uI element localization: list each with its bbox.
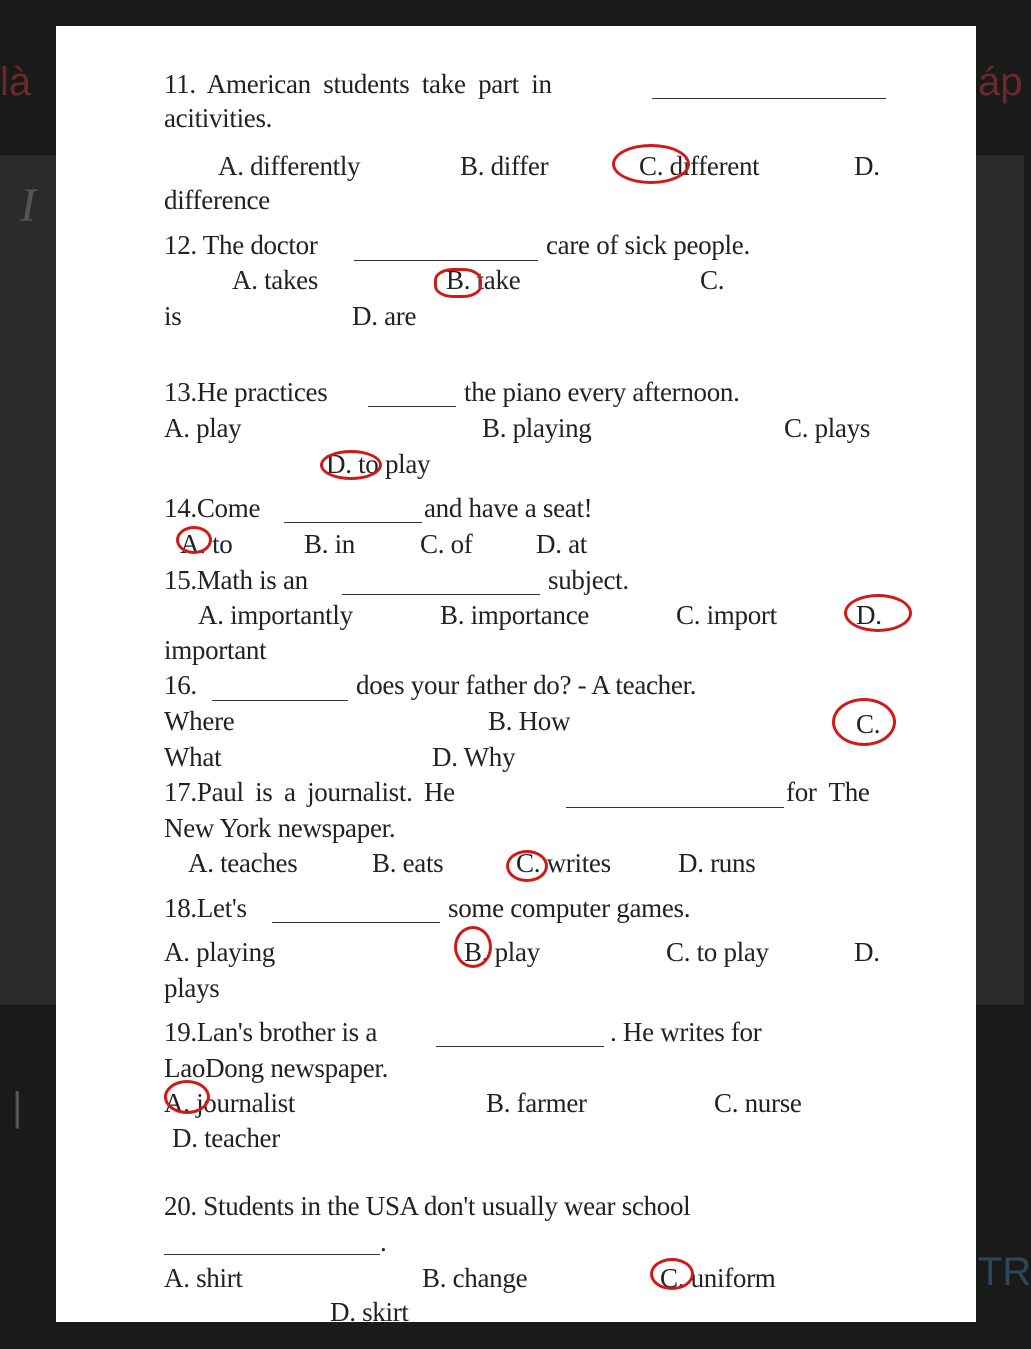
q12-option-d: D. are	[352, 301, 417, 331]
q14-blank	[284, 522, 422, 523]
q18-option-b: B. play	[464, 937, 540, 967]
q20-stem: 20. Students in the USA don't usually wear school	[164, 1191, 691, 1221]
q16-stem: 16.	[164, 670, 197, 700]
background-corner-text: TR	[978, 1250, 1031, 1294]
q20-option-b: B. change	[422, 1263, 528, 1293]
q16-option-a: Where	[164, 706, 235, 736]
q15-option-c: C. import	[676, 600, 777, 630]
q18-stem-after: some computer games.	[448, 893, 691, 923]
q18-stem: 18.Let's	[164, 893, 247, 923]
q20-answer-circle	[650, 1258, 694, 1290]
q17-answer-circle	[506, 850, 548, 882]
q14-option-c: C. of	[420, 529, 473, 559]
q12-option-c: C.	[700, 265, 725, 295]
q19-option-b: B. farmer	[486, 1088, 587, 1118]
q19-blank	[436, 1046, 604, 1047]
worksheet-page	[56, 26, 976, 1327]
q11-blank	[652, 98, 886, 99]
q13-stem: 13.He practices	[164, 377, 328, 407]
q18-blank	[272, 922, 440, 923]
q15-option-d-text: important	[164, 635, 267, 665]
q17-blank	[566, 807, 784, 808]
q14-option-d: D. at	[536, 529, 587, 559]
q17-stem-cont: New York newspaper.	[164, 813, 396, 843]
q13-option-c: C. plays	[784, 413, 871, 443]
q11-option-b: B. differ	[460, 151, 549, 181]
q17-option-b: B. eats	[372, 848, 444, 878]
q20-option-c: C. uniform	[660, 1263, 776, 1293]
background-bar: |	[12, 1085, 23, 1129]
q15-stem: 15.Math is an	[164, 565, 308, 595]
background-text-left: là	[0, 60, 32, 104]
q12-blank	[354, 260, 538, 261]
q19-stem-after: . He writes for	[610, 1017, 762, 1047]
q15-option-a: A. importantly	[198, 600, 353, 630]
q17-option-a: A. teaches	[188, 848, 298, 878]
q12-option-c-text: is	[164, 301, 182, 331]
q14-stem: 14.Come	[164, 493, 261, 523]
q17-stem: 17.Paul is a journalist. He	[164, 777, 455, 807]
q15-option-b: B. importance	[440, 600, 590, 630]
q20-blank	[164, 1254, 380, 1255]
q16-answer-circle	[832, 698, 896, 746]
q14-answer-circle	[176, 526, 212, 554]
q14-option-b: B. in	[304, 529, 356, 559]
q14-option-a: A. to	[180, 529, 233, 559]
q11-option-c: C. different	[639, 151, 760, 181]
q11-stem: 11. American students take part in	[164, 69, 552, 99]
q12-option-a: A. takes	[232, 265, 319, 295]
q19-option-a: A. journalist	[164, 1088, 296, 1118]
q13-answer-circle	[320, 450, 382, 480]
q11-option-d-text: difference	[164, 185, 270, 215]
q13-option-a: A. play	[164, 413, 242, 443]
q18-answer-circle	[454, 926, 492, 968]
q16-option-d: D. Why	[432, 742, 516, 772]
q14-stem-after: and have a seat!	[424, 493, 593, 523]
background-italic-letter: I	[20, 179, 36, 232]
q19-answer-circle	[164, 1080, 210, 1114]
q19-stem-cont: LaoDong newspaper.	[164, 1053, 389, 1083]
q18-option-c: C. to play	[666, 937, 769, 967]
q12-stem: 12. The doctor	[164, 230, 318, 260]
q15-blank	[342, 594, 540, 595]
q11-answer-circle	[612, 144, 690, 184]
q20-stem-cont: .	[380, 1227, 387, 1257]
q17-option-d: D. runs	[678, 848, 756, 878]
q15-option-d: D.	[856, 600, 882, 630]
q16-option-c-text: What	[164, 742, 222, 772]
q20-option-d: D. skirt	[330, 1297, 409, 1327]
q13-stem-after: the piano every afternoon.	[464, 377, 740, 407]
q13-option-b: B. playing	[482, 413, 592, 443]
q20-option-a: A. shirt	[164, 1263, 243, 1293]
q16-blank	[212, 700, 348, 701]
q19-stem: 19.Lan's brother is a	[164, 1017, 378, 1047]
q13-option-d: D. to play	[326, 449, 431, 479]
q11-option-a: A. differently	[218, 151, 361, 181]
q17-option-c: C. writes	[516, 848, 611, 878]
background-text-right: áp	[978, 60, 1023, 104]
q18-option-d-text: plays	[164, 973, 220, 1003]
q17-stem-after: for The	[786, 777, 870, 807]
q19-option-d: D. teacher	[172, 1123, 280, 1153]
q16-option-c: C.	[856, 709, 881, 739]
q16-stem-after: does your father do? - A teacher.	[356, 670, 697, 700]
q18-option-d: D.	[854, 937, 880, 967]
q19-option-c: C. nurse	[714, 1088, 802, 1118]
q15-stem-after: subject.	[548, 565, 629, 595]
q16-option-b: B. How	[488, 706, 571, 736]
q15-answer-circle	[844, 594, 912, 632]
q13-blank	[368, 406, 456, 407]
q12-stem-after: care of sick people.	[546, 230, 750, 260]
q18-option-a: A. playing	[164, 937, 275, 967]
q11-option-d: D.	[854, 151, 880, 181]
q11-stem-cont: acitivities.	[164, 103, 273, 133]
q12-option-b: B. take	[446, 265, 521, 295]
q12-answer-circle	[434, 268, 482, 298]
